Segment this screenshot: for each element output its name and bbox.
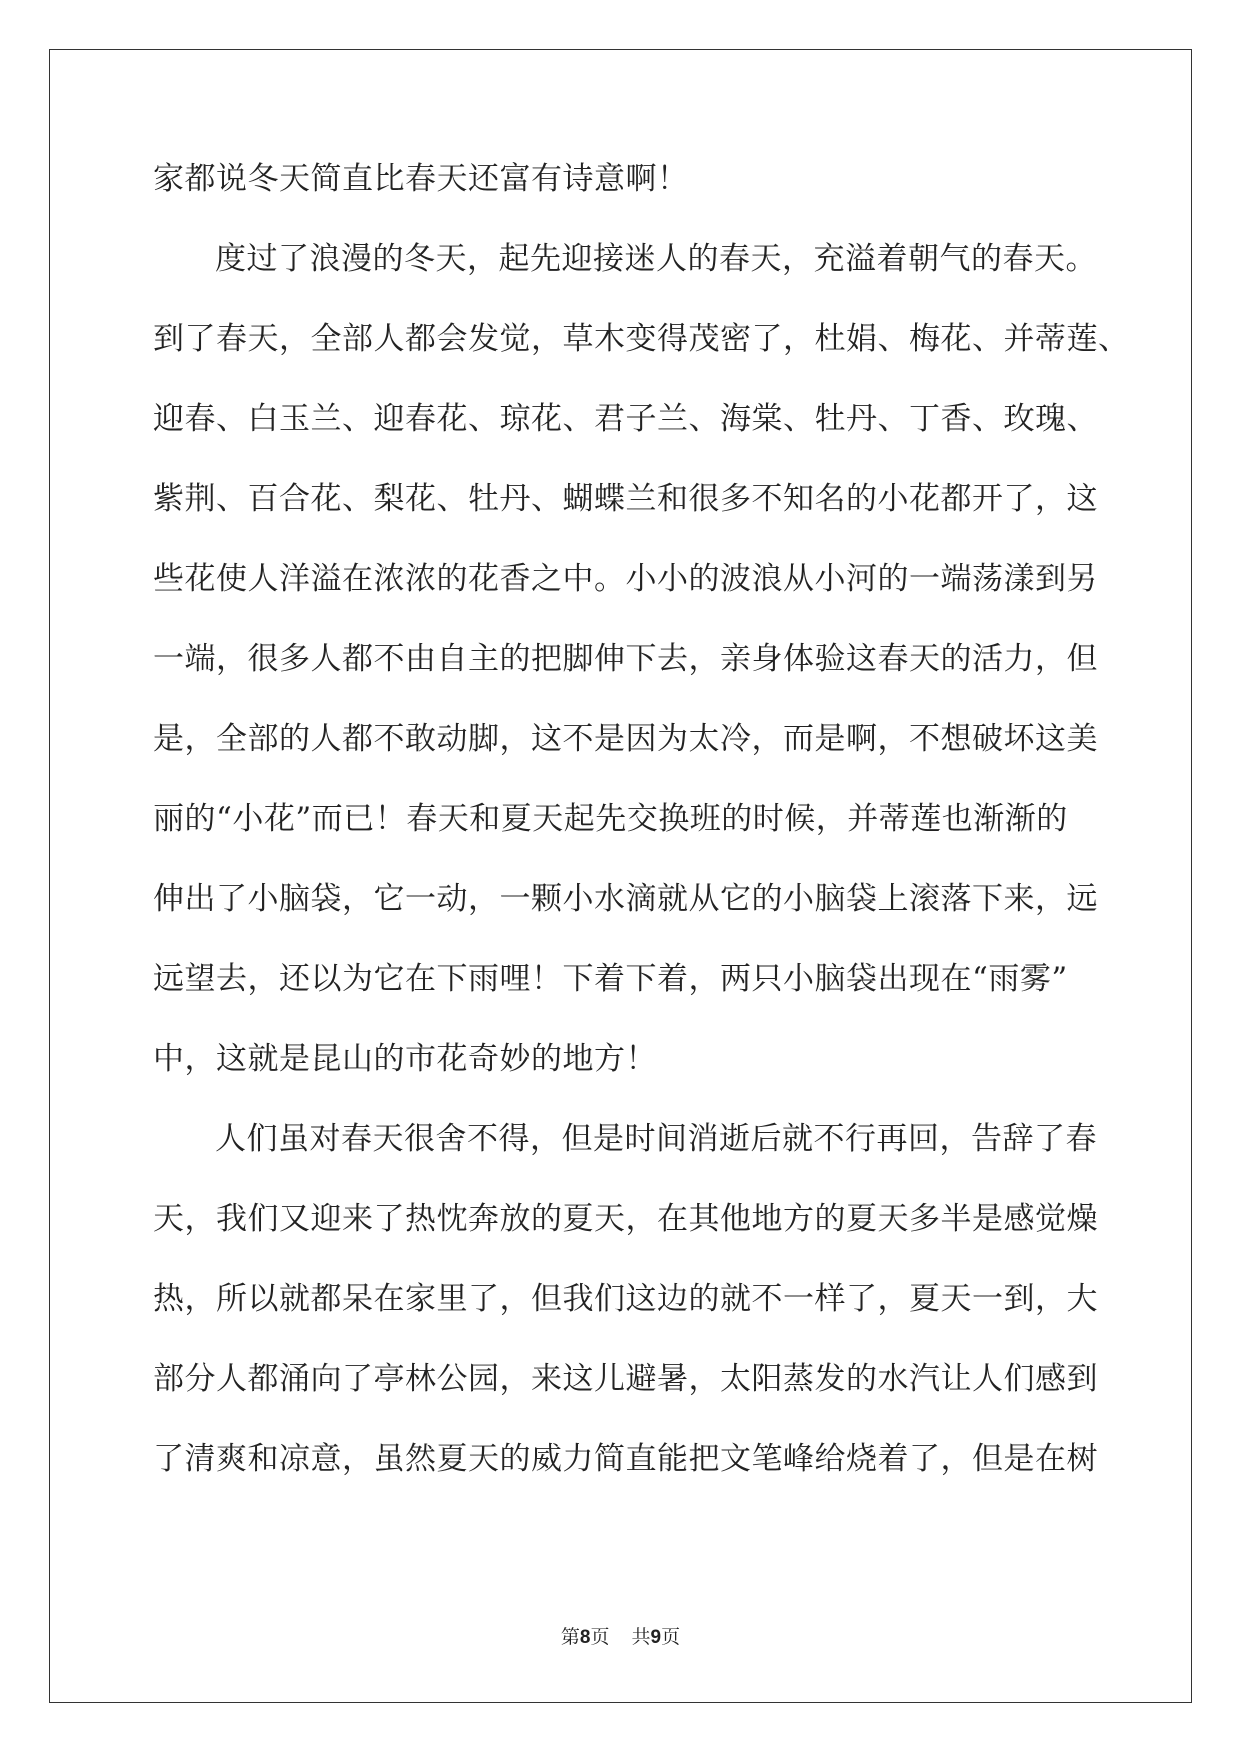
text-line: 中，这就是昆山的市花奇妙的地方！ [153,1041,657,1077]
text-line: 紫荆、百合花、梨花、牡丹、蝴蝶兰和很多不知名的小花都开了，这 [153,481,1098,517]
text-line: 度过了浪漫的冬天，起先迎接迷人的春天，充溢着朝气的春天。 [215,241,1097,277]
text-line: 天，我们又迎来了热忱奔放的夏天，在其他地方的夏天多半是感觉燥 [153,1201,1098,1237]
text-line: 迎春、白玉兰、迎春花、琼花、君子兰、海棠、牡丹、丁香、玫瑰、 [153,401,1098,437]
page-number-prefix: 第 [560,1626,580,1648]
page-footer [0,1622,1241,1649]
page-total-prefix: 共 [631,1626,651,1648]
page-number-suffix: 页 [590,1626,610,1648]
text-line: 人们虽对春天很舍不得，但是时间消逝后就不行再回，告辞了春 [215,1121,1097,1157]
text-line: 部分人都涌向了亭林公园，来这儿避暑，太阳蒸发的水汽让人们感到 [153,1361,1098,1397]
text-line: 些花使人洋溢在浓浓的花香之中。小小的波浪从小河的一端荡漾到另 [153,561,1098,597]
text-line: 一端，很多人都不由自主的把脚伸下去，亲身体验这春天的活力，但 [153,641,1098,677]
text-line: 丽的“小花”而已！春天和夏天起先交换班的时候，并蒂莲也渐渐的 [153,801,1068,837]
page-total-suffix: 页 [661,1626,681,1648]
document-body [153,161,1130,1521]
page-total: 9 [650,1627,662,1648]
text-line: 伸出了小脑袋，它一动，一颗小水滴就从它的小脑袋上滚落下来，远 [153,881,1098,917]
text-line: 热，所以就都呆在家里了，但我们这边的就不一样了，夏天一到，大 [153,1281,1098,1317]
text-line: 远望去，还以为它在下雨哩！下着下着，两只小脑袋出现在“雨雾” [153,961,1068,997]
text-line: 到了春天，全部人都会发觉，草木变得茂密了，杜娟、梅花、并蒂莲、 [153,321,1130,357]
text-line: 家都说冬天简直比春天还富有诗意啊！ [153,161,689,197]
text-line: 是，全部的人都不敢动脚，这不是因为太冷，而是啊，不想破坏这美 [153,721,1098,757]
page-number-current: 8 [579,1627,591,1648]
text-line: 了清爽和凉意，虽然夏天的威力简直能把文笔峰给烧着了，但是在树 [153,1441,1098,1477]
